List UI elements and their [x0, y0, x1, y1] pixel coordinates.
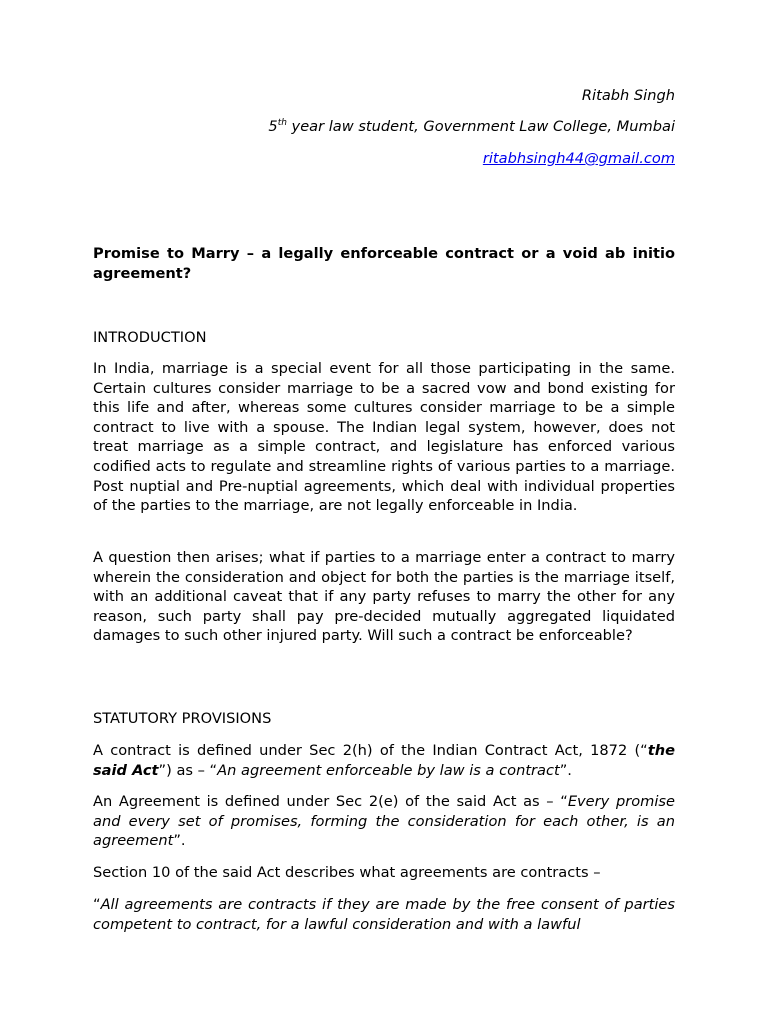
quoted-definition: An agreement enforceable by law is a contract — [217, 761, 560, 779]
text-run: “ — [93, 896, 101, 913]
text-run: ”) as – “ — [158, 761, 218, 779]
author-name: Ritabh Singh — [581, 87, 675, 104]
quoted-text: All agreements are contracts if they are made by the free consent of parties competent to contract, for a lawful consideration and with a lawful — [93, 896, 675, 933]
article-title: Promise to Marry – a legally enforceable contract or a void ab initio agreement? — [93, 245, 675, 282]
author-email-line — [93, 149, 675, 169]
section-10-quote — [93, 895, 675, 934]
contract-definition-paragraph — [93, 741, 675, 780]
section-10-paragraph: Section 10 of the said Act describes what agreements are contracts – — [93, 864, 601, 881]
author-affiliation — [93, 117, 675, 137]
defined-term: the said Act — [93, 742, 675, 779]
affiliation-text: year law student, Government Law College, Mumbai — [286, 118, 675, 135]
text-run: An Agreement is defined under Sec 2(e) of the said Act as – “ — [93, 793, 568, 810]
introduction-heading: INTRODUCTION — [93, 329, 207, 346]
intro-paragraph-1: In India, marriage is a special event for all those participating in the same. Certain cultures consider marriage to be a sacred vow and bond existing for this life and after, whereas some cultures consider marriage to be a simple contract to live with a spouse. The Indian legal system, however, does not treat marriage as a simple contract, and legislature has enforced various codified acts to regulate and streamline rights of various parties to a marriage. Post nuptial and Pre-nuptial agreements, which deal with individual properties of the parties to the marriage, are not legally enforceable in India. — [93, 360, 675, 515]
quoted-definition: Every promise and every set of promises, forming the consideration for each other, is an agreement — [93, 793, 676, 850]
text-run: ”. — [173, 832, 186, 850]
text-run: A contract is defined under Sec 2(h) of the Indian Contract Act, 1872 (“ — [93, 742, 648, 759]
text-run: ”. — [559, 761, 572, 779]
year-number: 5 — [268, 118, 278, 135]
intro-paragraph-2: A question then arises; what if parties to a marriage enter a contract to marry wherein the consideration and object for both the parties is the marriage itself, with an additional caveat that if any party refuses to marry the other for any reason, such party shall pay pre-decided mutually aggregated liquidated damages to such other injured party. Will such a contract be enforceable? — [93, 549, 675, 645]
statutory-provisions-heading: STATUTORY PROVISIONS — [93, 710, 272, 727]
year-ordinal-suffix: th — [277, 118, 287, 129]
author-email-link[interactable]: ritabhsingh44@gmail.com — [482, 150, 675, 167]
agreement-definition-paragraph — [93, 792, 675, 851]
